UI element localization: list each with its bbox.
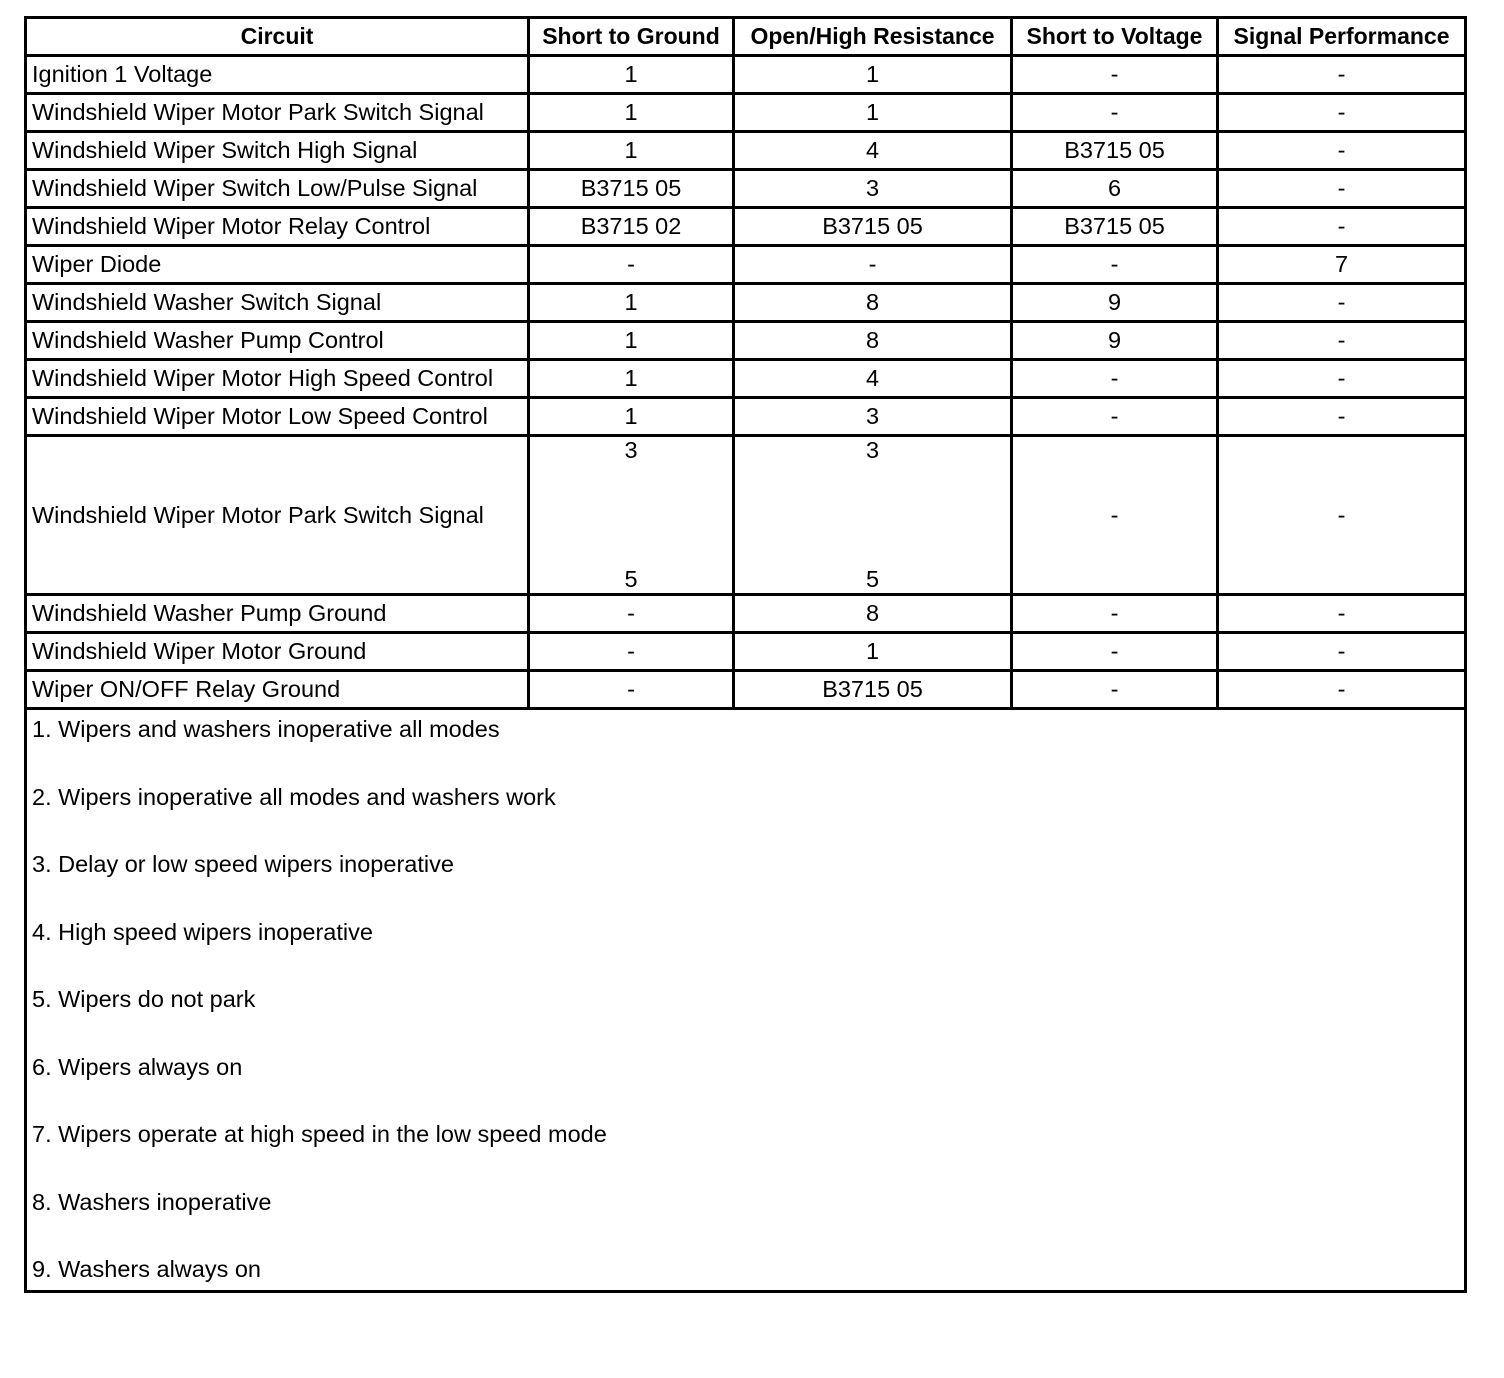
table-row [26,360,1466,398]
signal-performance-cell: - [1218,132,1466,170]
short-to-voltage-cell: B3715 05 [1012,208,1218,246]
short-to-voltage-cell: - [1012,671,1218,709]
circuit-cell: Windshield Wiper Motor Park Switch Signal [26,436,529,595]
open-high-resistance-cell: 4 [734,132,1012,170]
short-to-voltage-cell: - [1012,246,1218,284]
signal-performance-cell: - [1218,633,1466,671]
open-high-resistance-cell: B3715 05 [734,208,1012,246]
short-to-ground-cell: - [529,595,734,633]
circuit-cell: Windshield Wiper Switch Low/Pulse Signal [26,170,529,208]
signal-performance-cell: - [1218,170,1466,208]
short-to-voltage-cell: - [1012,94,1218,132]
signal-performance-cell: 7 [1218,246,1466,284]
short-to-ground-cell: 1 [529,56,734,94]
open-high-resistance-cell: 3 [734,170,1012,208]
open-high-resistance-cell: 4 [734,360,1012,398]
short-to-voltage-cell: 9 [1012,284,1218,322]
circuit-cell: Windshield Washer Switch Signal [26,284,529,322]
note-item: 8. Washers inoperative [32,1188,272,1215]
circuit-cell: Wiper Diode [26,246,529,284]
short-to-voltage-cell: 6 [1012,170,1218,208]
short-to-voltage-cell: - [1012,595,1218,633]
signal-performance-cell: - [1218,322,1466,360]
signal-performance-cell: - [1218,436,1466,595]
note-item: 9. Washers always on [32,1256,261,1282]
signal-performance-cell: - [1218,671,1466,709]
note-item: 7. Wipers operate at high speed in the low speed mode [32,1121,607,1147]
short-to-ground-cell: 1 [529,360,734,398]
table-row [26,56,1466,94]
circuit-cell: Windshield Wiper Motor Low Speed Control [26,398,529,436]
circuit-cell: Ignition 1 Voltage [26,56,529,94]
short-to-voltage-cell: - [1012,398,1218,436]
note-item: 5. Wipers do not park [32,986,256,1012]
header-row [26,18,1466,56]
circuit-cell: Windshield Wiper Motor High Speed Control [26,360,529,398]
signal-performance-cell: - [1218,284,1466,322]
circuit-cell: Wiper ON/OFF Relay Ground [26,671,529,709]
short-to-voltage-cell: - [1012,360,1218,398]
short-to-ground-cell: 1 [529,94,734,132]
header-circuit: Circuit [26,18,529,56]
open-high-resistance-cell: 3 [734,398,1012,436]
short-to-voltage-cell: B3715 05 [1012,132,1218,170]
table-row [26,284,1466,322]
note-item: 3. Delay or low speed wipers inoperative [32,851,454,877]
signal-performance-cell: - [1218,398,1466,436]
short-to-voltage-cell: - [1012,56,1218,94]
table-row [26,595,1466,633]
open-high-resistance-cell: 8 [734,284,1012,322]
open-high-resistance-cell: 1 [734,633,1012,671]
note-item: 1. Wipers and washers inoperative all modes [32,716,500,742]
short-to-ground-cell: 1 [529,132,734,170]
signal-performance-cell: - [1218,208,1466,246]
note-item: 2. Wipers inoperative all modes and washers work [32,783,556,810]
circuit-cell: Windshield Washer Pump Control [26,322,529,360]
signal-performance-cell: - [1218,360,1466,398]
table-row [26,322,1466,360]
header-open-high-resistance: Open/High Resistance [734,18,1012,56]
signal-performance-cell: - [1218,94,1466,132]
table-row [26,94,1466,132]
signal-performance-cell: - [1218,56,1466,94]
short-to-ground-cell: 1 [529,398,734,436]
short-to-ground-cell: - [529,246,734,284]
header-short-to-ground: Short to Ground [529,18,734,56]
table-row [26,436,1466,595]
table-row [26,170,1466,208]
open-high-resistance-cell: B3715 05 [734,671,1012,709]
open-high-resistance-cell: 8 [734,322,1012,360]
table-row [26,671,1466,709]
note-item: 4. High speed wipers inoperative [32,918,373,945]
short-to-ground-cell: 1 [529,284,734,322]
table-row [26,633,1466,671]
open-high-resistance-cell [734,436,1012,595]
short-to-voltage-cell: - [1012,633,1218,671]
circuit-cell: Windshield Wiper Switch High Signal [26,132,529,170]
table-row [26,398,1466,436]
circuit-cell: Windshield Wiper Motor Park Switch Signal [26,94,529,132]
short-to-ground-cell [529,436,734,595]
circuit-cell: Windshield Washer Pump Ground [26,595,529,633]
signal-performance-cell: - [1218,595,1466,633]
short-to-ground-cell: B3715 05 [529,170,734,208]
open-high-resistance-cell: 8 [734,595,1012,633]
short-to-voltage-cell: - [1012,436,1218,595]
open-high-resistance-cell: 1 [734,56,1012,94]
open-high-resistance-value: 5 [865,566,880,592]
short-to-ground-cell: B3715 02 [529,208,734,246]
short-to-ground-cell: - [529,633,734,671]
circuit-cell: Windshield Wiper Motor Relay Control [26,208,529,246]
short-to-ground-cell: 1 [529,322,734,360]
short-to-ground-value: 3 [624,437,638,463]
short-to-ground-value: 5 [624,566,638,592]
header-short-to-voltage: Short to Voltage [1012,18,1218,56]
short-to-voltage-cell: 9 [1012,322,1218,360]
header-signal-performance: Signal Performance [1218,18,1466,56]
circuit-cell: Windshield Wiper Motor Ground [26,633,529,671]
table-row [26,132,1466,170]
open-high-resistance-value: 3 [865,437,880,463]
note-item: 6. Wipers always on [32,1053,243,1080]
short-to-ground-cell: - [529,671,734,709]
circuit-diagnostic-table [24,16,1467,1293]
open-high-resistance-cell: 1 [734,94,1012,132]
table-row [26,246,1466,284]
notes-cell [26,709,1466,1292]
table-row [26,208,1466,246]
notes-row [26,709,1466,1292]
open-high-resistance-cell: - [734,246,1012,284]
